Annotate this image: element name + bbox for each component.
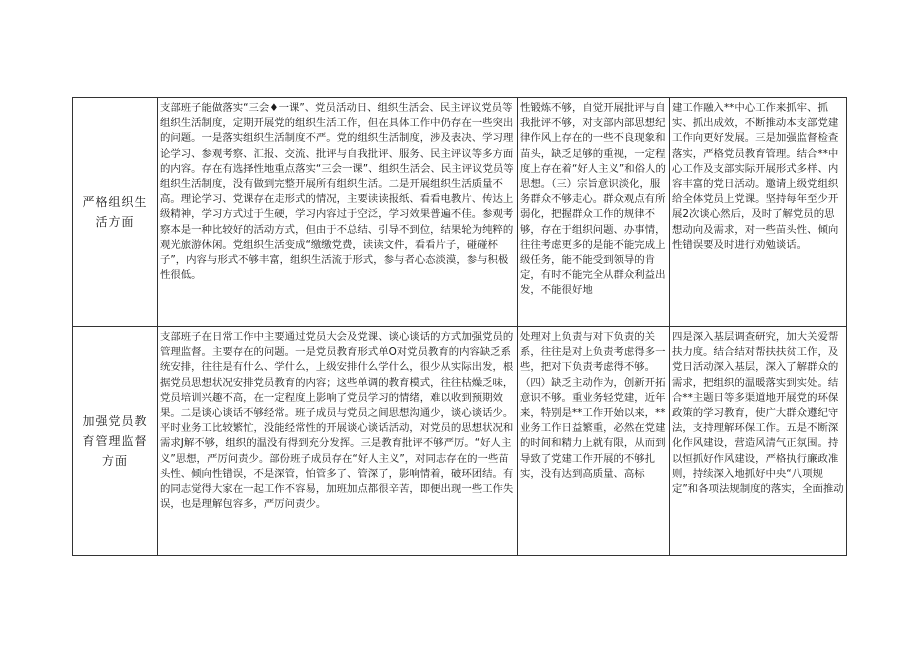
measures-cell [670, 98, 847, 327]
measures-cell [670, 327, 847, 556]
category-label: 严格组织生活方面 [82, 195, 148, 229]
measures-text: 建工作融入**中心工作来抓牢、抓实、抓出成效，不断推动本支部党建工作向更好发展。三是加强监督检查落实，严格党员教育管理。结合**中心工作及支部实际开展形式多样、内容丰富的党日活动。邀请上级党组织给全体党员上党课。坚持每年至少开展2次谈心然后，及时了解党员的思想动向及需求，对一些苗头性、倾向性错误要及时进行劝勉谈话。 [672, 102, 839, 251]
problems-text: 支部班子在日常工作中主要通过党员大会及党课、谈心谈话的方式加强党员的管理监督。主要存在的问题。一是党员教育形式单O对党员教育的内容缺乏系统安排，往往是有什么、学什么，上级安排什么学什么，很少从实际出发，根据党员思想状况安排党员教育的内容；这些单调的教育模式，往往枯燥乏味，党员培训兴趣不高，在一定程度上影响了党员学习的情绪，难以收到预期效果。二是谈心谈话不够经常。班子成员与党员之间思想沟通少，谈心谈话少。平时业务工比较繁忙，没能经常性的开展谈心谈话活动，对党员的思想状况和需求J解不够，组织的温没有得到充分发挥。三是教育批评不够严厉。“好人主义”思想，严厉问责少。部份班子成员存在“好人主义”，对同志存在的一些苗头性、倾向性错误，不是深管，怕管多了、管深了，影响情着，破环团结。有的同志觉得大家在一起工作不容易，加班加点都很辛苦，即便出现一些工作失误，也是理解包容多，严厉问责少。 [160, 331, 514, 511]
category-label: 加强党员教育管理监督方面 [82, 414, 148, 468]
table-row [73, 327, 847, 556]
rectification-table [72, 97, 847, 556]
measures-text: 四是深入基层调查研究，加大关爱帮扶力度。结合结对帮扶扶贫工作，及党日活动深入基层，深入了解群众的需求，把组织的温暖落实到实处。结合**主题日等多渠道地开展党的环保政策的学习教育，使广大群众遵纪守法，支持理解环保工作。五是不断深化作风建设，营造风清气正氛围。持以恒抓好作风建设，严格执行廉政准则，持续深入地抓好中央“八项规定”和各项法规制度的落实，全面推动 [672, 331, 844, 496]
problems-cell [158, 327, 518, 556]
category-cell [73, 98, 158, 327]
causes-text: 性锻炼不够，自觉开展批评与自我批评不够，对支部内部思想纪律作风上存在的一些不良现象和苗头，缺乏足够的重视，一定程度上存在着“好人主义”和俗人的思想。（三）宗旨意识淡化，服务群众不够走心。群众观点有所弱化，把握群众工作的规律不够，存在于组织问题、办事情，往往考虑更多的是能不能完成上级任务，能不能受到领导的肯定，有时不能完全从群众利益出发，不能很好地 [520, 102, 666, 297]
category-cell [73, 327, 158, 556]
causes-cell [518, 98, 670, 327]
causes-text: 处理对上负责与对下负责的关系，往往是对上负责考虑得多一些，把对下负责考虑得不够。（四）缺乏主动作为，创新开拓意识不够。重业务轻党建，近年来，特别是**工作开始以来，**业务工作日益繁重，必然在党建的时间和精力上就有限，从而到导致了党建工作开展的不够扎实，没有达到高质量、高标 [520, 331, 666, 480]
problems-text: 支部班子能做落实“三会♦一课”、党员活动日、组织生活会、民主评议党员等组织生活制度，定期开展党的组织生活工作，但在具体工作中仍存在一些突出的问题。一是落实组织生活制度不严。党的组织生活制度，涉及表决、学习理论学习、参观考察、汇报、交流、批评与自我批评、服务、民主评议等多方面的内容。存在有选择性地重点落实“三会一课”、组织生活会、民主评议党员等组织生活制度，没有做到完整开展所有组织生活。二是开展组织生活质量不高。理论学习、党课存在走形式的情况，主要读读报纸、看看电教片、传达上级精神，学习方式过于生硬，学习内容过于空泛，学习效果普遍不佳。参观考察本是一种比较好的活动方式，但由于不总结、引导不到位，结果轮为纯粹的观光旅游休闲。党组织生活变成“缴缴党费，读读文件，看看片子，碰碰杯子”，内容与形式不够丰富，组织生活流于形式，参与者心态淡漠，参与积极性很低。 [160, 102, 514, 282]
table-row [73, 98, 847, 327]
problems-cell [158, 98, 518, 327]
causes-cell [518, 327, 670, 556]
